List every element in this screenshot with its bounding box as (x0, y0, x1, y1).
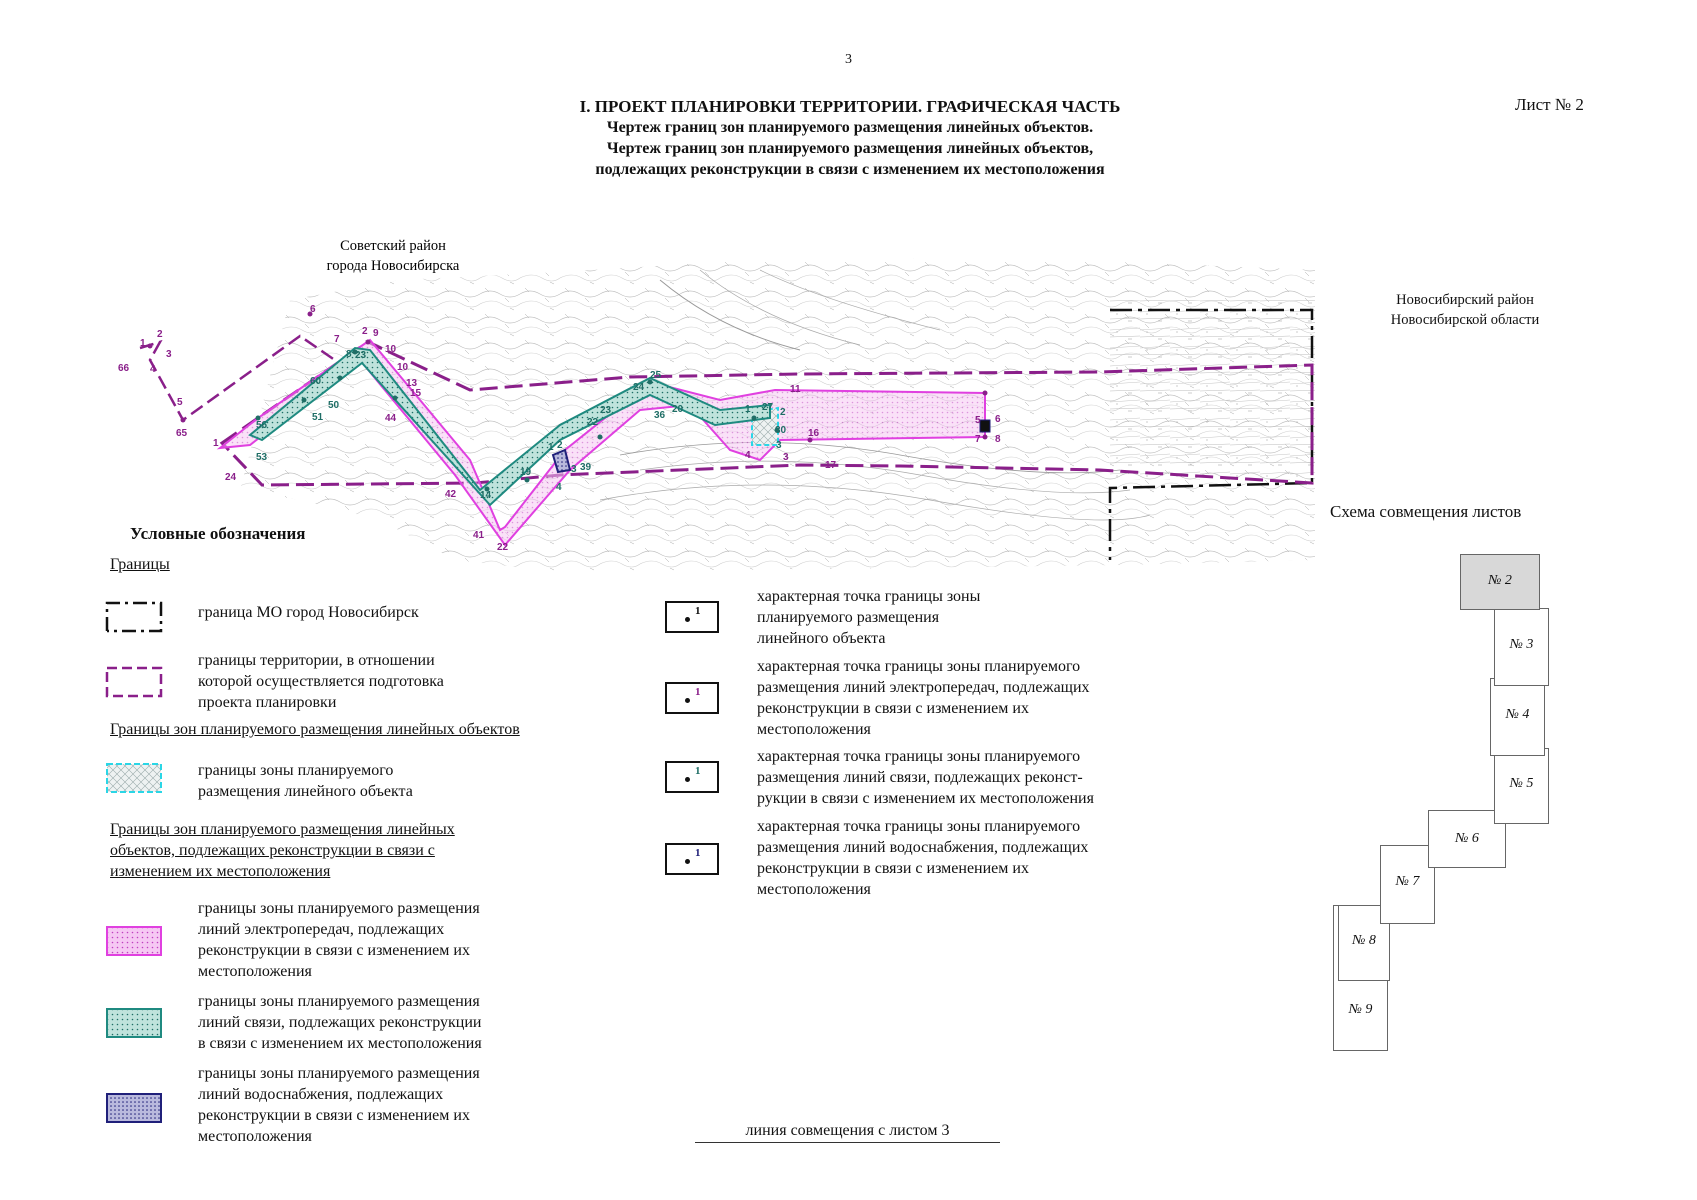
legend-line: размещения линий водоснабжения, подлежащих (757, 839, 1089, 856)
svg-text:19: 19 (520, 467, 532, 478)
svg-text:9: 9 (373, 328, 379, 339)
svg-text:3: 3 (571, 464, 577, 475)
legend-line: характерная точка границы зоны планируемого (757, 818, 1081, 835)
legend-project-area (198, 650, 444, 713)
legend-line: местоположения (757, 721, 871, 738)
point-dot-icon (685, 777, 690, 782)
scheme-sheet-3: № 3 (1494, 608, 1549, 686)
svg-text:56: 56 (256, 420, 268, 431)
legend-title: Условные обозначения (130, 524, 306, 543)
legend-line: реконструкции в связи с изменением их (198, 942, 470, 959)
svg-text:1: 1 (213, 438, 219, 449)
legend-line: планируемого размещения (757, 609, 940, 626)
point-linear-symbol (665, 601, 719, 633)
legend-line: границы зоны планируемого размещения (198, 993, 480, 1010)
svg-text:14: 14 (480, 490, 492, 501)
legend-linear-zone (198, 760, 413, 802)
legend-section-borders: Границы (110, 556, 170, 573)
project-area-symbol (105, 666, 163, 698)
svg-text:2: 2 (157, 329, 163, 340)
legend-line: характерная точка границы зоны (757, 588, 981, 605)
svg-text:22: 22 (587, 417, 599, 428)
subtitle-line-1: Чертеж границ зон планируемого размещения линейных объектов. (606, 119, 1094, 136)
svg-text:7: 7 (334, 334, 340, 345)
power-zone-symbol (105, 925, 163, 957)
mo-border-symbol (105, 601, 163, 633)
svg-text:44: 44 (385, 413, 397, 424)
legend-line: граница МО город Новосибирск (198, 604, 419, 621)
legend-line: рукции в связи с изменением их местоположения (757, 790, 1094, 807)
svg-text:3: 3 (783, 452, 789, 463)
svg-text:7: 7 (975, 434, 981, 445)
svg-text:1: 1 (140, 338, 146, 349)
legend-line: в связи с изменением их местоположения (198, 1035, 482, 1052)
scheme-sheet-6: № 6 (1428, 810, 1506, 868)
scheme-sheet-8: № 8 (1338, 905, 1390, 981)
sheet-number: Лист № 2 (1515, 95, 1584, 114)
map-label-right-1: Новосибирский район (1396, 292, 1534, 308)
legend-line: характерная точка границы зоны планируемого (757, 658, 1081, 675)
legend-section-zones: Границы зон планируемого размещения линейных объектов (110, 721, 520, 738)
svg-text:1: 1 (745, 404, 751, 415)
legend-line: местоположения (757, 881, 871, 898)
svg-text:41: 41 (473, 530, 485, 541)
legend-line: границы зоны планируемого (198, 762, 394, 779)
svg-text:4: 4 (556, 482, 562, 493)
svg-text:42: 42 (445, 489, 457, 500)
svg-text:66: 66 (118, 363, 130, 374)
legend-point-linear (757, 586, 980, 649)
map-label-right-2: Новосибирской области (1390, 312, 1540, 328)
svg-text:3: 3 (166, 349, 172, 360)
svg-text:22: 22 (497, 542, 509, 553)
legend-line: линий водоснабжения, подлежащих (198, 1086, 444, 1103)
legend-line: которой осуществляется подготовка (198, 673, 444, 690)
point-number: 1 (695, 605, 701, 617)
svg-text:30: 30 (775, 425, 787, 436)
svg-text:51: 51 (312, 412, 324, 423)
page-header (300, 96, 1400, 180)
svg-text:10: 10 (385, 344, 397, 355)
legend-line: границы территории, в отношении (198, 652, 435, 669)
svg-text:2: 2 (362, 326, 368, 337)
scheme-sheet-4: № 4 (1490, 678, 1545, 756)
svg-text:11: 11 (790, 384, 801, 395)
svg-text:1: 1 (548, 442, 554, 453)
svg-text:53: 53 (256, 452, 268, 463)
subtitle-line-2: Чертеж границ зон планируемого размещения линейных объектов, (606, 140, 1094, 157)
legend-mo-border (198, 602, 419, 623)
legend-section-recon (110, 819, 455, 882)
legend-line: размещения линейного объекта (198, 783, 413, 800)
svg-text:2: 2 (780, 407, 786, 418)
map-label-soviet-1: Советский район (340, 238, 446, 254)
legend-line: размещения линий связи, подлежащих реконст- (757, 769, 1083, 786)
legend-line: реконструкции в связи с изменением их (757, 860, 1029, 877)
svg-text:2: 2 (557, 440, 563, 451)
svg-text:4: 4 (745, 450, 751, 461)
legend-line: изменением их местоположения (110, 863, 331, 880)
svg-text:25: 25 (650, 370, 662, 381)
map-label-soviet-2: города Новосибирска (326, 258, 460, 274)
svg-text:4: 4 (150, 364, 156, 375)
point-number: 1 (695, 765, 701, 777)
svg-text:20: 20 (672, 404, 684, 415)
legend-line: проекта планировки (198, 694, 337, 711)
svg-text:65: 65 (176, 428, 188, 439)
svg-text:3: 3 (776, 440, 782, 451)
svg-text:8: 8 (346, 349, 352, 360)
legend-line: линий электропередач, подлежащих (198, 921, 445, 938)
legend-line: размещения линий электропередач, подлежащих (757, 679, 1090, 696)
svg-text:5: 5 (975, 415, 981, 426)
linear-zone-symbol (105, 762, 163, 794)
scheme-sheet-7: № 7 (1380, 845, 1435, 924)
legend-line: местоположения (198, 1128, 312, 1145)
svg-text:6: 6 (310, 304, 316, 315)
legend-line: местоположения (198, 963, 312, 980)
legend-point-power (757, 656, 1090, 740)
svg-text:5: 5 (177, 397, 183, 408)
legend-line: границы зоны планируемого размещения (198, 900, 480, 917)
legend-line: реконструкции в связи с изменением их (757, 700, 1029, 717)
point-dot-icon (685, 617, 690, 622)
svg-text:23: 23 (355, 350, 367, 361)
page-number: 3 (845, 52, 852, 67)
legend-power-zone (198, 898, 480, 982)
svg-text:23: 23 (600, 405, 612, 416)
svg-text:39: 39 (580, 462, 592, 473)
legend-point-water (757, 816, 1088, 900)
svg-text:13: 13 (406, 378, 418, 389)
svg-text:60: 60 (310, 376, 322, 387)
scheme-title: Схема совмещения листов (1330, 502, 1522, 521)
legend-water-zone (198, 1063, 480, 1147)
legend-line: объектов, подлежащих реконструкции в связи с (110, 842, 435, 859)
map-label-novosibirsk-district (1355, 290, 1575, 330)
point-water-symbol (665, 843, 719, 875)
combine-line-label: линия совмещения с листом 3 (695, 1122, 1000, 1143)
svg-text:27: 27 (762, 402, 774, 413)
page-title: I. ПРОЕКТ ПЛАНИРОВКИ ТЕРРИТОРИИ. ГРАФИЧЕСКАЯ ЧАСТЬ (579, 97, 1121, 116)
legend-comm-zone (198, 991, 482, 1054)
water-zone-symbol (105, 1092, 163, 1124)
legend-line: границы зоны планируемого размещения (198, 1065, 480, 1082)
svg-text:24: 24 (633, 382, 645, 393)
legend-line: характерная точка границы зоны планируемого (757, 748, 1081, 765)
legend-point-comm (757, 746, 1094, 809)
legend-line: линий связи, подлежащих реконструкции (198, 1014, 482, 1031)
svg-text:6: 6 (995, 414, 1001, 425)
point-dot-icon (685, 698, 690, 703)
legend-line: Границы зон планируемого размещения линейных (110, 821, 455, 838)
comm-zone-symbol (105, 1007, 163, 1039)
svg-text:10: 10 (397, 362, 409, 373)
svg-text:24: 24 (225, 472, 237, 483)
point-number: 1 (695, 847, 701, 859)
scheme-sheet-2-current: № 2 (1460, 554, 1540, 610)
point-comm-symbol (665, 761, 719, 793)
point-dot-icon (685, 859, 690, 864)
svg-text:15: 15 (410, 388, 422, 399)
svg-text:36: 36 (654, 410, 666, 421)
legend-line: линейного объекта (757, 630, 886, 647)
svg-text:16: 16 (808, 428, 820, 439)
point-number: 1 (695, 686, 701, 698)
svg-text:17: 17 (825, 460, 837, 471)
legend-line: реконструкции в связи с изменением их (198, 1107, 470, 1124)
scheme-sheet-5: № 5 (1494, 748, 1549, 824)
subtitle-line-3: подлежащих реконструкции в связи с изменением их местоположения (595, 161, 1105, 178)
svg-text:50: 50 (328, 400, 340, 411)
scheme-sheet-9: № 9 (1333, 905, 1388, 1051)
svg-text:8: 8 (995, 434, 1001, 445)
point-power-symbol (665, 682, 719, 714)
